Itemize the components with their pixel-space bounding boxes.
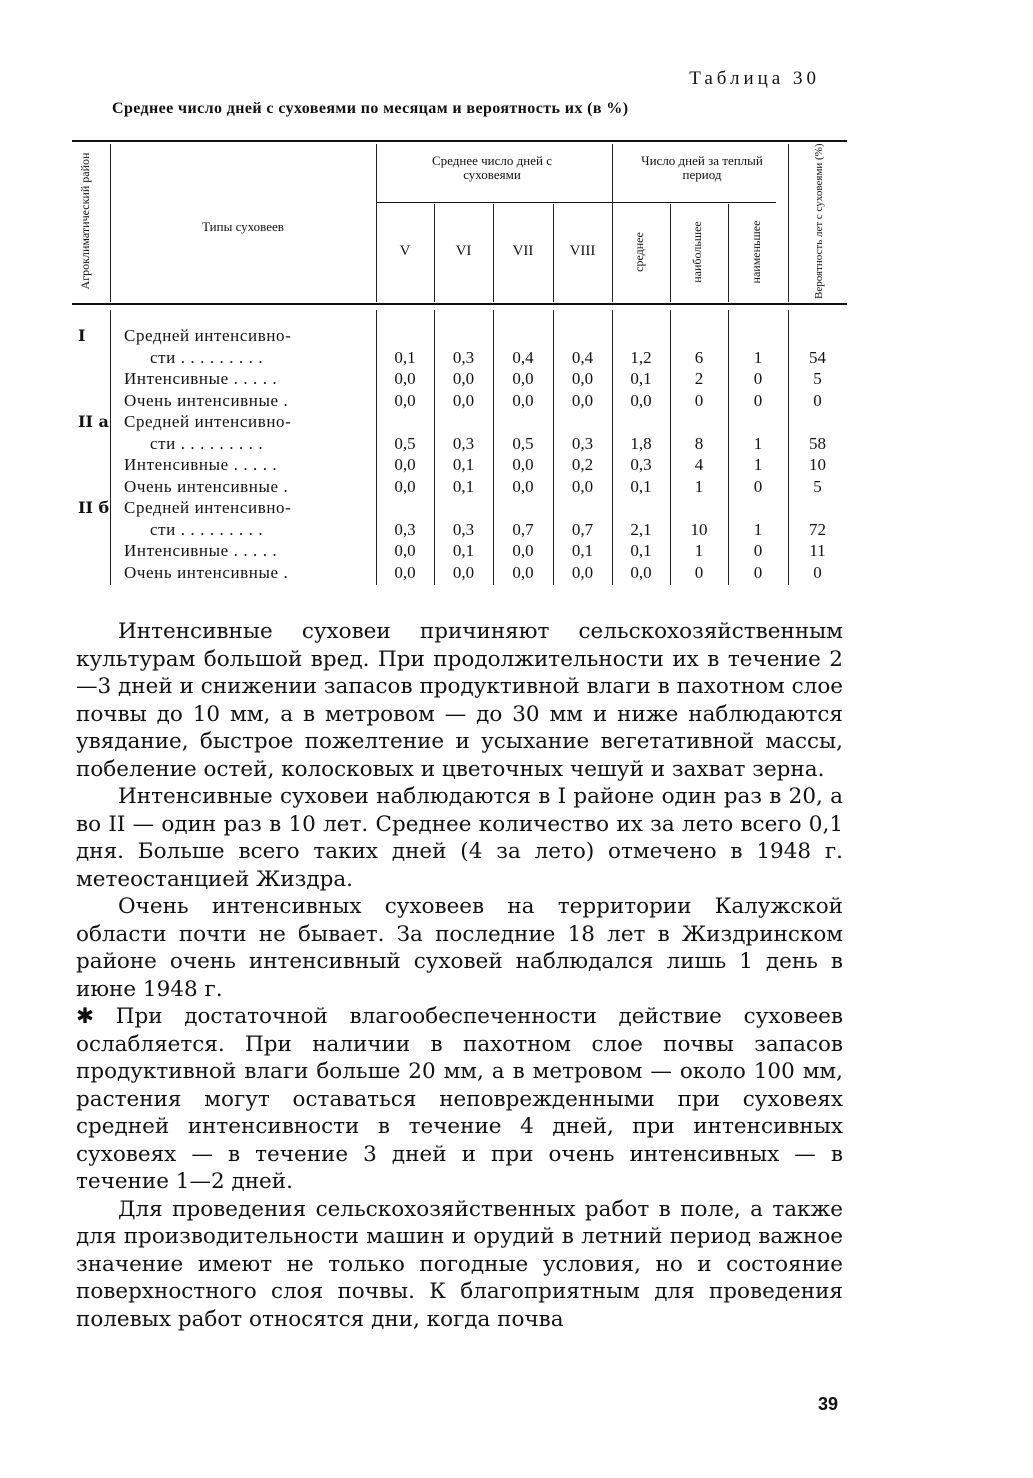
- table-cell: 0,7: [512, 519, 534, 539]
- table-cell: 0: [813, 390, 822, 410]
- table-cell: 1: [694, 476, 704, 496]
- row-type: сти . . . . . . . . .: [150, 519, 264, 539]
- table-cell: 1: [753, 433, 763, 453]
- table-cell: 72: [809, 519, 826, 539]
- table-title: Среднее число дней с суховеями по месяцам и вероятность их (в %): [112, 100, 629, 117]
- table-cell: 0,1: [394, 347, 416, 367]
- table-cell: 0,3: [394, 519, 416, 539]
- table-cell: 1,2: [630, 347, 652, 367]
- table-cell: 0,5: [394, 433, 416, 453]
- table-cell: 0,0: [512, 541, 534, 560]
- table-cell: 0: [753, 476, 763, 496]
- table-cell: 0,1: [630, 369, 652, 388]
- table-cell: 0: [753, 390, 763, 410]
- row-type: Интенсивные . . . . .: [124, 541, 278, 560]
- col-divider: [670, 204, 671, 302]
- table-cell: 1: [753, 519, 763, 539]
- header-bottom-rule: [72, 303, 847, 305]
- header-probability: Вероятность лет с суховеями (%): [813, 143, 825, 299]
- row-type: Интенсивные . . . . .: [124, 455, 278, 474]
- col-divider: [376, 144, 377, 302]
- table-cell: 4: [694, 455, 704, 474]
- table-cell: 0: [753, 541, 763, 560]
- table-cell: 0,0: [452, 369, 475, 388]
- table-cell: 0,0: [394, 369, 416, 388]
- table-cell: 0,0: [394, 541, 416, 560]
- table-cell: 0,0: [512, 476, 534, 496]
- header-month-v: V: [399, 243, 411, 259]
- table-cell: 0,3: [452, 519, 475, 539]
- table-cell: 0,0: [571, 476, 594, 496]
- table-cell: 0: [753, 562, 763, 582]
- table-cell: 58: [809, 433, 826, 453]
- table-cell: 0,1: [452, 541, 475, 560]
- table-cell: 0,3: [571, 433, 594, 453]
- table-cell: 1: [694, 541, 704, 560]
- table-cell: 0: [694, 562, 704, 582]
- table-cell: 2: [694, 369, 704, 388]
- header-warm-avg: среднее: [632, 232, 646, 272]
- paragraph: ✱ При достаточной влагообеспеченности действие суховеев ослабляется. При наличии в пахотном слое почвы запасов продуктивной влаги больше 20 мм, а в метровом — около 100 мм, растения могут оставаться неповрежденными при суховеях средней интенсивности в течение 4 дней, при интенсивных суховеях — в течение 3 дней и при очень интенсивных — в течение 1—2 дней.: [76, 1004, 843, 1194]
- header-warm-min: наименьшее: [749, 220, 763, 284]
- col-divider: [788, 144, 789, 302]
- table-cell: 0,1: [630, 541, 652, 560]
- col-divider: [110, 310, 111, 585]
- table-cell: 54: [809, 347, 826, 367]
- col-divider: [728, 204, 729, 302]
- row-region: II а: [78, 412, 109, 431]
- table-cell: 1,8: [630, 433, 652, 453]
- paragraph: Для проведения сельскохозяйственных работ в поле, а также для производительности машин и орудий в летний период важное значение имеют не только погодные условия, но и состояние поверхностного слоя почвы. К благоприятным для проведения полевых работ относятся дни, когда почва: [76, 1196, 843, 1332]
- row-type: Очень интенсивные .: [124, 562, 289, 582]
- table-cell: 6: [694, 347, 704, 367]
- body-text: [76, 618, 843, 1333]
- table-cell: 0,5: [512, 433, 534, 453]
- table-cell: 0,4: [512, 347, 534, 367]
- table-cell: 5: [813, 476, 822, 496]
- col-divider: [612, 144, 613, 302]
- table-cell: 10: [809, 455, 826, 474]
- row-type: Интенсивные . . . . .: [124, 369, 278, 388]
- table-cell: 11: [809, 541, 826, 560]
- table-cell: 0,0: [394, 476, 416, 496]
- table-cell: 0,3: [630, 455, 652, 474]
- row-type: Очень интенсивные .: [124, 390, 289, 410]
- table-label: Таблица 30: [689, 68, 820, 89]
- table-cell: 5: [813, 369, 822, 388]
- table-cell: 0: [813, 562, 822, 582]
- table-top-rule: [72, 140, 847, 142]
- table-cell: 0,0: [452, 562, 475, 582]
- row-region: II б: [78, 498, 110, 517]
- table-cell: 0,0: [512, 455, 534, 474]
- table-cell: 0,1: [571, 541, 594, 560]
- row-type: сти . . . . . . . . .: [150, 347, 264, 367]
- table-cell: 0,0: [630, 390, 652, 410]
- table-cell: 1: [753, 347, 763, 367]
- table-cell: 2,1: [630, 519, 652, 539]
- row-type-line1: Средней интенсивно-: [124, 326, 292, 345]
- table-cell: 0,0: [571, 369, 594, 388]
- row-type-line1: Средней интенсивно-: [124, 498, 292, 517]
- table-cell: 0,3: [452, 347, 475, 367]
- table-cell: 0,0: [452, 390, 475, 410]
- paragraph: Интенсивные суховеи причиняют сельскохозяйственным культурам большой вред. При продолжительности их в течение 2—3 дней и снижении запасов продуктивной влаги в пахотном слое почвы до 10 мм, а в метровом — до 30 мм и ниже наблюдаются увядание, быстрое пожелтение и усыхание вегетативной массы, побеление остей, колосковых и цветочных чешуй и захват зерна.: [76, 619, 843, 782]
- header-region: Агроклиматический район: [78, 152, 92, 290]
- header-month-vi: VI: [455, 243, 472, 259]
- table-cell: 0: [753, 369, 763, 388]
- table-cell: 10: [690, 519, 708, 539]
- data-table: [72, 140, 847, 585]
- header-warm-max: наибольшее: [690, 221, 704, 283]
- table-cell: 0,0: [394, 390, 416, 410]
- header-warm-period: Число дней за теплый период: [641, 153, 763, 182]
- paragraph: Интенсивные суховеи наблюдаются в I районе один раз в 20, а во II — один раз в 10 лет. Среднее количество их за лето всего 0,1 дня. Больше всего таких дней (4 за лето) отмечено в 1948 г. метеостанцией Жиздра.: [76, 784, 843, 892]
- table-cell: 0: [694, 390, 704, 410]
- table-cell: 0,4: [571, 347, 594, 367]
- header-month-viii: VIII: [569, 243, 596, 259]
- table-cell: 8: [694, 433, 704, 453]
- table-cell: 0,0: [512, 562, 534, 582]
- header-month-vii: VII: [512, 243, 534, 259]
- row-type: сти . . . . . . . . .: [150, 433, 264, 453]
- table-cell: 0,0: [512, 390, 534, 410]
- table-cell: 0,0: [512, 369, 534, 388]
- table-cell: 0,3: [452, 433, 475, 453]
- table-cell: 0,0: [394, 455, 416, 474]
- table-cell: 1: [753, 455, 763, 474]
- header-types: Типы суховеев: [202, 219, 284, 234]
- page-number: 39: [818, 1394, 839, 1414]
- row-type: Очень интенсивные .: [124, 476, 289, 496]
- table-cell: 0,1: [452, 455, 475, 474]
- table-cell: 0,1: [630, 476, 652, 496]
- table-cell: 0,0: [630, 562, 652, 582]
- table-cell: 0,0: [571, 562, 594, 582]
- table-cell: 0,0: [571, 390, 594, 410]
- paragraph: Очень интенсивных суховеев на территории Калужской области почти не бывает. За последние 18 лет в Жиздринском районе очень интенсивный суховей наблюдался лишь 1 день в июне 1948 г.: [76, 894, 843, 1002]
- table-cell: 0,2: [571, 455, 594, 474]
- col-divider: [110, 144, 111, 302]
- table-cell: 0,7: [571, 519, 594, 539]
- row-type-line1: Средней интенсивно-: [124, 412, 292, 431]
- row-region: I: [78, 326, 86, 345]
- subheader-rule: [376, 202, 776, 203]
- header-avg-days: Среднее число дней с суховеями: [432, 153, 552, 182]
- table-cell: 0,1: [452, 476, 475, 496]
- table-cell: 0,0: [394, 562, 416, 582]
